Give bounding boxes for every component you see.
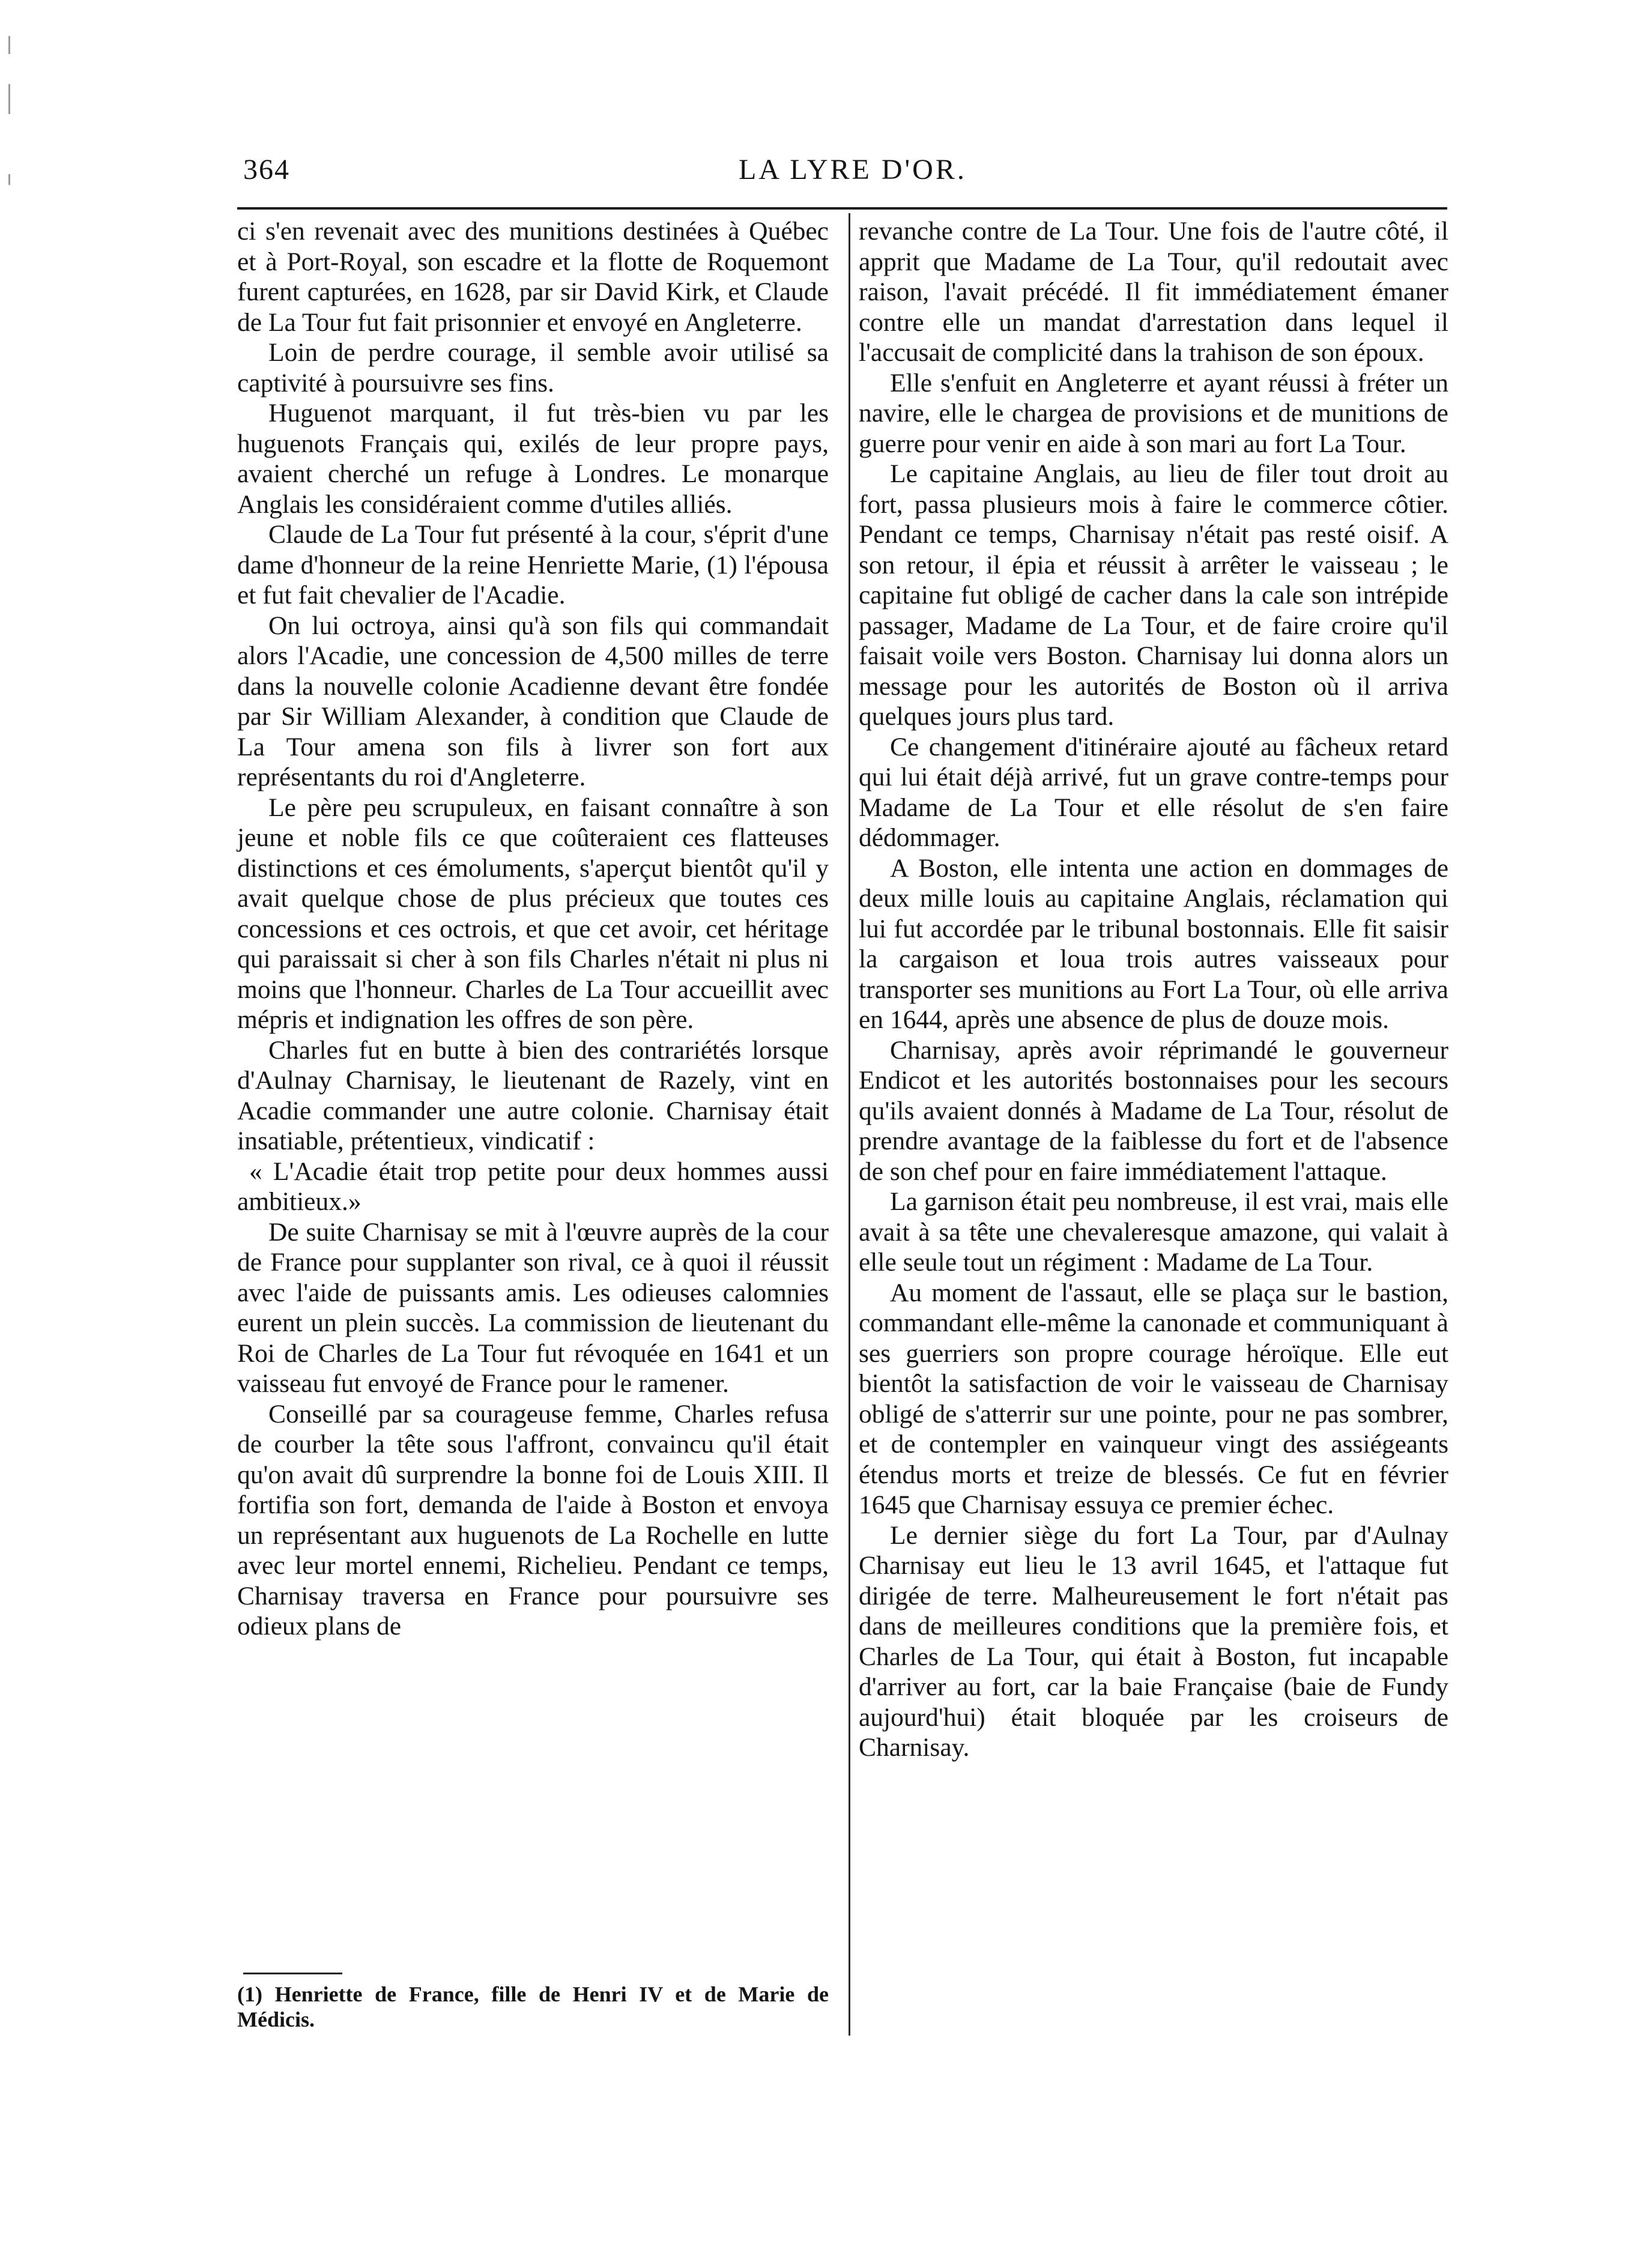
margin-mark — [8, 174, 10, 185]
paragraph: A Boston, elle intenta une action en dommages de deux mille louis au capitaine Anglais, réclamation qui lui fut accordée par le tribunal bostonnais. Elle fit saisir la cargaison et loua trois autres vaisseaux pour transporter ses munitions au Fort La Tour, où elle arriva en 1644, après une absence de plus de douze mois. — [859, 853, 1448, 1034]
paragraph: Elle s'enfuit en Angleterre et ayant réussi à fréter un navire, elle le chargea de provisions et de munitions de guerre pour venir en aide à son mari au fort La Tour. — [859, 368, 1448, 458]
left-column — [237, 216, 829, 1642]
paragraph: Charles fut en butte à bien des contrariétés lorsque d'Aulnay Charnisay, le lieutenant de Razely, vint en Acadie commander une autre colonie. Charnisay était insatiable, prétentieux, vindicatif : — [237, 1035, 829, 1155]
paragraph: Conseillé par sa courageuse femme, Charles refusa de courber la tête sous l'affront, convaincu qu'il était qu'on avait dû surprendre la bonne foi de Louis XIII. Il fortifia son fort, demanda de l'aide à Boston et envoya un représentant aux huguenots de La Rochelle en lutte avec leur mortel ennemi, Richelieu. Pendant ce temps, Charnisay traversa en France pour poursuivre ses odieux plans de — [237, 1399, 829, 1641]
margin-mark — [8, 84, 10, 114]
paragraph: Le capitaine Anglais, au lieu de filer tout droit au fort, passa plusieurs mois à faire le commerce côtier. Pendant ce temps, Charnisay n'était pas resté oisif. A son retour, il épia et réussit à arrêter le vaisseau ; le capitaine fut obligé de cacher dans la cale son intrépide passager, Madame de La Tour, et de faire croire qu'il faisait voile vers Boston. Charnisay lui donna alors un message pour les autorités de Boston où il arriva quelques jours plus tard. — [859, 459, 1448, 731]
header-rule — [237, 207, 1447, 210]
paragraph: Au moment de l'assaut, elle se plaça sur le bastion, commandant elle-même la canonade et communiquant à ses guerriers son propre courage héroïque. Elle eut bientôt la satisfaction de voir le vaisseau de Charnisay obligé de s'atterrir sur une pointe, pour ne pas sombrer, et de contempler en vainqueur vingt des assiégeants étendus morts et treize de blessés. Ce fut en février 1645 que Charnisay essuya ce premier échec. — [859, 1278, 1448, 1519]
paragraph: Le père peu scrupuleux, en faisant connaître à son jeune et noble fils ce que coûteraient ces flatteuses distinctions et ces émoluments, s'aperçut bientôt qu'il y avait quelque chose de plus précieux que toutes ces concessions et ces octrois, et que cet avoir, cet héritage qui paraissait si cher à son fils Charles n'était ni plus ni moins que l'honneur. Charles de La Tour accueillit avec mépris et indignation les offres de son père. — [237, 793, 829, 1034]
right-column — [859, 216, 1448, 1763]
margin-mark — [8, 36, 10, 54]
column-divider — [849, 213, 850, 2036]
page-number: 364 — [243, 154, 290, 186]
paragraph: Huguenot marquant, il fut très-bien vu par les huguenots Français qui, exilés de leur propre pays, avaient cherché un refuge à Londres. Le monarque Anglais les considéraient comme d'utiles alliés. — [237, 399, 829, 519]
paragraph: revanche contre de La Tour. Une fois de l'autre côté, il apprit que Madame de La Tour, qu'il redoutait avec raison, l'avait précédé. Il fit immédiatement émaner contre elle un mandat d'arrestation dans lequel il l'accusait de complicité dans la trahison de son époux. — [859, 217, 1448, 367]
footnote: (1) Henriette de France, fille de Henri IV et de Marie de Médicis. — [237, 1982, 829, 2031]
quotation: « L'Acadie était trop petite pour deux hommes aussi ambitieux.» — [237, 1157, 829, 1216]
paragraph: Loin de perdre courage, il semble avoir utilisé sa captivité à poursuivre ses fins. — [237, 338, 829, 398]
paragraph: Claude de La Tour fut présenté à la cour, s'éprit d'une dame d'honneur de la reine Henriette Marie, (1) l'épousa et fut fait chevalier de l'Acadie. — [237, 520, 829, 609]
paragraph: Charnisay, après avoir réprimandé le gouverneur Endicot et les autorités bostonnaises pour les secours qu'ils avaient donnés à Madame de La Tour, résolut de prendre avantage de la faiblesse du fort et de l'absence de son chef pour en faire immédiatement l'attaque. — [859, 1035, 1448, 1186]
paragraph: Ce changement d'itinéraire ajouté au fâcheux retard qui lui était déjà arrivé, fut un grave contre-temps pour Madame de La Tour et elle résolut de s'en faire dédommager. — [859, 732, 1448, 852]
paragraph: ci s'en revenait avec des munitions destinées à Québec et à Port-Royal, son escadre et la flotte de Roquemont furent capturées, en 1628, par sir David Kirk, et Claude de La Tour fut fait prisonnier et envoyé en Angleterre. — [237, 217, 829, 337]
running-title: LA LYRE D'OR. — [739, 154, 967, 186]
paragraph: La garnison était peu nombreuse, il est vrai, mais elle avait à sa tête une chevaleresque amazone, qui valait à elle seule tout un régiment : Madame de La Tour. — [859, 1187, 1448, 1277]
footnote-rule — [243, 1973, 342, 1974]
paragraph: On lui octroya, ainsi qu'à son fils qui commandait alors l'Acadie, une concession de 4,500 milles de terre dans la nouvelle colonie Acadienne devant être fondée par Sir William Alexander, à condition que Claude de La Tour amena son fils à livrer son fort aux représentants du roi d'Angleterre. — [237, 611, 829, 791]
paragraph: Le dernier siège du fort La Tour, par d'Aulnay Charnisay eut lieu le 13 avril 1645, et l'attaque fut dirigée de terre. Malheureusement le fort n'était pas dans de meilleures conditions que la première fois, et Charles de La Tour, qui était à Boston, fut incapable d'arriver au fort, car la baie Française (baie de Fundy aujourd'hui) était bloquée par les croiseurs de Charnisay. — [859, 1520, 1448, 1762]
paragraph: De suite Charnisay se mit à l'œuvre auprès de la cour de France pour supplanter son rival, ce à quoi il réussit avec l'aide de puissants amis. Les odieuses calomnies eurent un plein succès. La commission de lieutenant du Roi de Charles de La Tour fut révoquée en 1641 et un vaisseau fut envoyé de France pour le ramener. — [237, 1217, 829, 1398]
